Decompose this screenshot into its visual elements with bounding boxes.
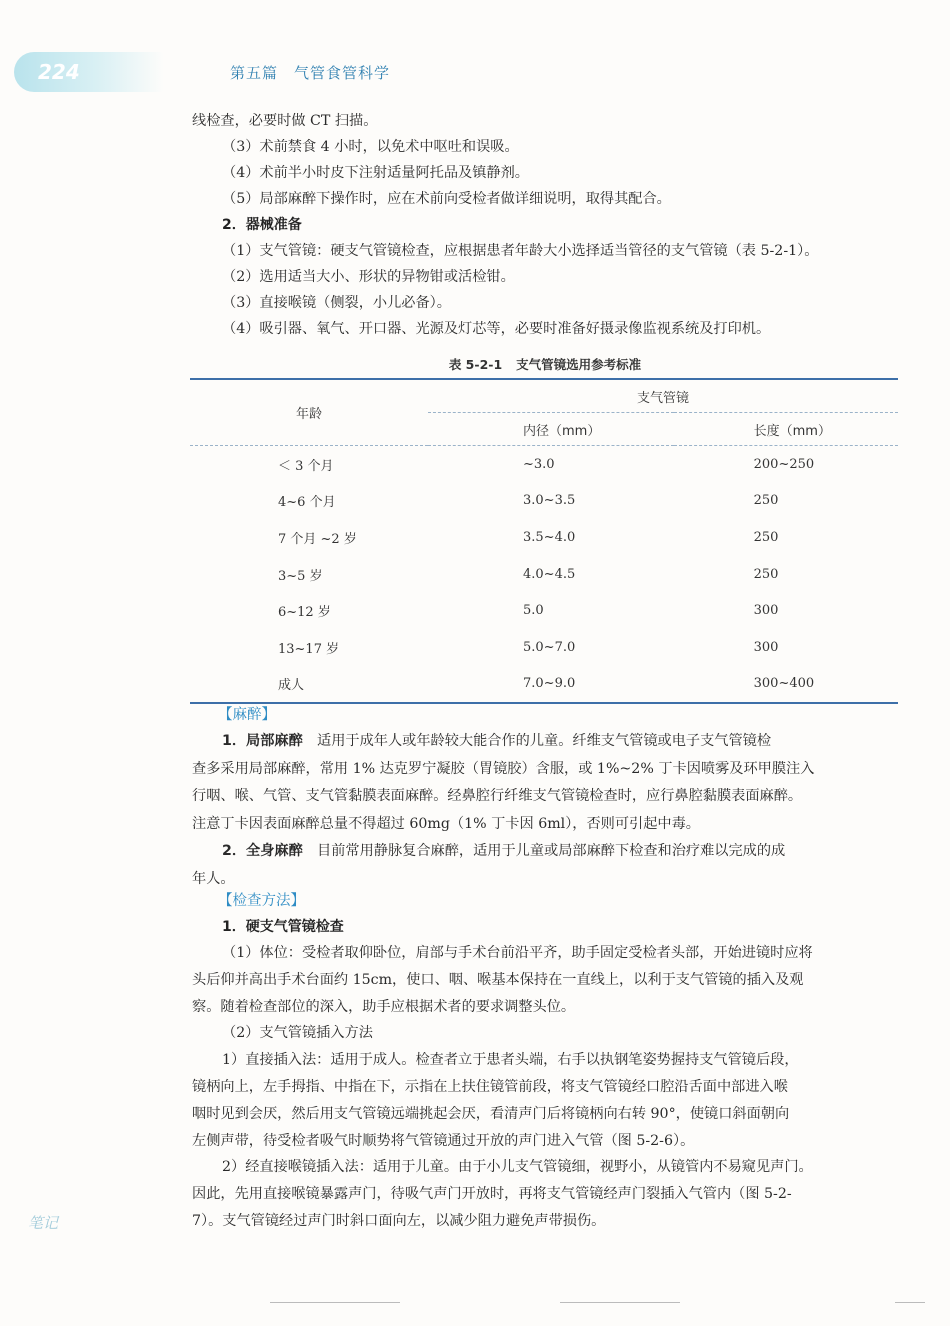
cell-length: 250 — [753, 566, 779, 582]
text-line: （1）支气管镜：硬支气管镜检查，应根据患者年龄大小选择适当管径的支气管镜（表 5-2-1）。 — [222, 243, 819, 259]
table-row — [190, 556, 898, 593]
col-header-inner-diameter: 内径（mm） — [428, 413, 674, 446]
cell-length: 300~400 — [674, 666, 898, 704]
cell-age: ＜ 3 个月 — [278, 458, 334, 474]
text-line: （5）局部麻醉下操作时，应在术前向受检者做详细说明，取得其配合。 — [222, 191, 671, 207]
text-line: 线检查，必要时做 CT 扫描。 — [192, 113, 378, 129]
text-line: 头后仰并高出手术台面约 15cm，使口、咽、喉基本保持在一直线上，以利于支气管镜的插入及观 — [192, 971, 804, 988]
cell-inner: 7.0~9.0 — [428, 666, 674, 704]
method-section — [192, 888, 902, 1235]
term-general-anesthesia: 2．全身麻醉 — [222, 843, 303, 859]
term-local-anesthesia: 1．局部麻醉 — [222, 733, 303, 749]
text-line: （4）吸引器、氧气、开口器、光源及灯芯等，必要时准备好摄录像监视系统及打印机。 — [222, 321, 771, 337]
part-label: 第五篇 — [230, 64, 279, 82]
section-tag-anesthesia: 【麻醉】 — [218, 707, 276, 723]
bottom-rule — [560, 1302, 680, 1303]
text-line: 查多采用局部麻醉，常用 1% 达克罗宁凝胶（胃镜胶）含服，或 1%~2% 丁卡因喷雾及环甲膜注入 — [192, 760, 815, 777]
cell-length: 250 — [753, 493, 779, 509]
text-line: 因此，先用直接喉镜暴露声门，待吸气声门开放时，再将支气管镜经声门裂插入气管内（图 5-2- — [192, 1186, 792, 1203]
table-row — [190, 592, 898, 629]
text-line: 察。随着检查部位的深入，助手应根据术者的要求调整头位。 — [192, 998, 576, 1015]
running-header — [230, 62, 390, 83]
text-line: 目前常用静脉复合麻醉，适用于儿童或局部麻醉下检查和治疗难以完成的成 — [317, 843, 786, 859]
text-line: （2）支气管镜插入方法 — [222, 1025, 373, 1042]
paragraph-general-anesthesia — [192, 838, 902, 893]
table-row — [190, 483, 898, 520]
col-header-length: 长度（mm） — [674, 413, 898, 446]
table-row — [190, 446, 898, 483]
cell-inner: 3.5~4.0 — [523, 529, 576, 545]
cell-inner: 5.0 — [523, 603, 544, 619]
text-line: 咽时见到会厌，然后用支气管镜远端挑起会厌，看清声门后将镜柄向右转 90°，使镜口斜面朝向 — [192, 1105, 790, 1122]
table-row — [190, 519, 898, 556]
cell-age: 6~12 岁 — [278, 605, 331, 621]
cell-age: 3~5 岁 — [278, 568, 323, 584]
cell-age: 7 个月 ~2 岁 — [278, 531, 357, 547]
text-line: 适用于成年人或年龄较大能合作的儿童。纤维支气管镜或电子支气管镜检 — [317, 733, 772, 749]
text-line: 行咽、喉、气管、支气管黏膜表面麻醉。经鼻腔行纤维支气管镜检查时，应行鼻腔黏膜表面麻醉。 — [192, 788, 803, 804]
table-title: 支气管镜选用参考标准 — [516, 357, 642, 372]
cell-length: 250 — [753, 529, 779, 545]
page-body — [192, 108, 902, 342]
col-header-bronchoscope: 支气管镜 — [428, 379, 898, 413]
cell-inner: ~3.0 — [523, 456, 555, 472]
cell-age: 4~6 个月 — [278, 495, 336, 511]
text-line: （3）术前禁食 4 小时，以免术中呕吐和误吸。 — [222, 139, 519, 155]
text-line: 年人。 — [192, 870, 235, 887]
cell-inner: 3.0~3.5 — [523, 493, 576, 509]
text-line: （2）选用适当大小、形状的异物钳或活检钳。 — [222, 269, 515, 285]
page-number-badge — [14, 52, 164, 92]
cell-length: 200~250 — [753, 456, 815, 472]
page-number: 224 — [38, 60, 80, 84]
section-tag-method: 【检查方法】 — [218, 893, 305, 909]
text-line: （1）体位：受检者取仰卧位，肩部与手术台前沿平齐，助手固定受检者头部，开始进镜时应将 — [222, 945, 813, 961]
notes-margin-mark: 笔记 — [28, 1214, 59, 1232]
table-row — [190, 666, 898, 704]
text-line: 1）直接插入法：适用于成人。检查者立于患者头端，右手以执钢笔姿势握持支气管镜后段， — [222, 1052, 799, 1069]
bottom-rule — [270, 1302, 400, 1303]
cell-age: 13~17 岁 — [278, 641, 340, 657]
text-line: （4）术前半小时皮下注射适量阿托品及镇静剂。 — [222, 165, 529, 181]
part-title: 气管食管科学 — [294, 64, 391, 82]
bronchoscope-reference-table — [190, 378, 898, 704]
bottom-rule — [895, 1302, 925, 1303]
text-line: 2）经直接喉镜插入法：适用于儿童。由于小儿支气管镜细，视野小，从镜管内不易窥见声门。 — [222, 1159, 813, 1176]
text-line: 镜柄向上，左手拇指、中指在下，示指在上扶住镜管前段，将支气管镜经口腔沿舌面中部进入喉 — [192, 1078, 788, 1095]
table-number: 表 5-2-1 — [448, 357, 503, 372]
table-caption — [190, 355, 900, 373]
cell-inner: 4.0~4.5 — [523, 566, 576, 582]
cell-age: 成人 — [190, 666, 428, 704]
anesthesia-section — [192, 702, 902, 893]
cell-length: 300 — [753, 639, 779, 655]
text-line: 注意丁卡因表面麻醉总量不得超过 60mg（1% 丁卡因 6ml），否则可引起中毒。 — [192, 815, 700, 832]
table-row — [190, 629, 898, 666]
cell-length: 300 — [753, 603, 779, 619]
method-text — [192, 940, 902, 1235]
text-line: 7）。支气管镜经过声门时斜口面向左，以减少阻力避免声带损伤。 — [192, 1212, 606, 1229]
cell-inner: 5.0~7.0 — [523, 639, 576, 655]
text-line: 左侧声带，待受检者吸气时顺势将气管镜通过开放的声门进入气管（图 5-2-6）。 — [192, 1132, 695, 1149]
col-header-age: 年龄 — [190, 379, 428, 446]
paragraph-local-anesthesia — [192, 728, 902, 838]
text-line: （3）直接喉镜（侧裂，小儿必备）。 — [222, 295, 451, 311]
section-heading-equipment: 2．器械准备 — [222, 217, 302, 233]
subsection-heading-rigid: 1．硬支气管镜检查 — [222, 919, 344, 935]
